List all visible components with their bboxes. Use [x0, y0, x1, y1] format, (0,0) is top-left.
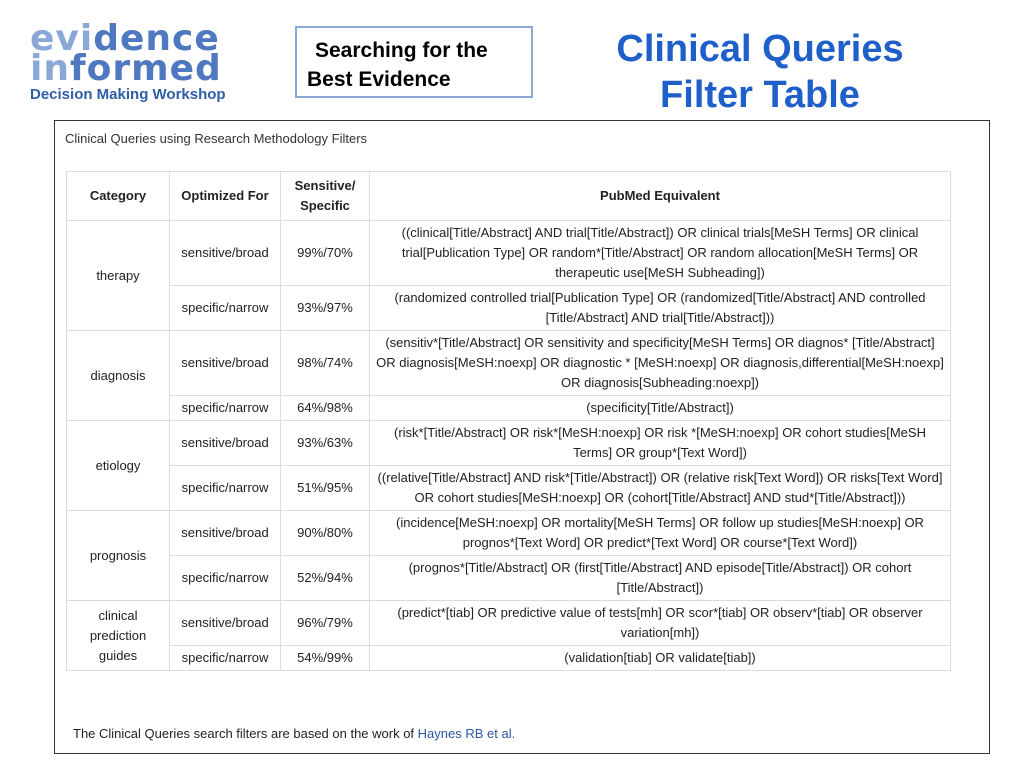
ratio-cell: 98%/74%: [281, 331, 370, 396]
column-header: Category: [67, 172, 170, 221]
optimized-cell: specific/narrow: [170, 556, 281, 601]
filter-table: [66, 171, 951, 671]
category-cell: etiology: [67, 421, 170, 511]
column-header: Sensitive/ Specific: [281, 172, 370, 221]
pubmed-cell: (randomized controlled trial[Publication Type] OR (randomized[Title/Abstract] AND controlled [Title/Abstract] AND trial[Title/Abstract])): [370, 286, 951, 331]
optimized-cell: sensitive/broad: [170, 421, 281, 466]
category-cell: diagnosis: [67, 331, 170, 421]
table-body: [67, 221, 951, 671]
pubmed-cell: (incidence[MeSH:noexp] OR mortality[MeSH Terms] OR follow up studies[MeSH:noexp] OR prognos*[Text Word] OR predict*[Text Word] OR course*[Text Word]): [370, 511, 951, 556]
logo-line-1: evidence: [30, 18, 220, 59]
column-header: PubMed Equivalent: [370, 172, 951, 221]
logo-line-2: informed: [30, 48, 222, 89]
pubmed-cell: (specificity[Title/Abstract]): [370, 396, 951, 421]
subtitle-box: [295, 26, 533, 98]
logo-tagline: Decision Making Workshop: [30, 86, 226, 103]
title-line-2: Filter Table: [660, 74, 860, 116]
table-row: [67, 511, 951, 556]
pubmed-cell: ((clinical[Title/Abstract] AND trial[Title/Abstract]) OR clinical trials[MeSH Terms] OR clinical trial[Publication Type] OR random*[Title/Abstract] OR random allocation[MeSH Terms] OR therapeutic use[MeSH Subheading]): [370, 221, 951, 286]
ratio-cell: 93%/63%: [281, 421, 370, 466]
ratio-cell: 51%/95%: [281, 466, 370, 511]
optimized-cell: specific/narrow: [170, 396, 281, 421]
table-row: [67, 286, 951, 331]
table-row: [67, 221, 951, 286]
page-title: [560, 26, 960, 118]
table-row: [67, 421, 951, 466]
ratio-cell: 54%/99%: [281, 646, 370, 671]
footnote-text: The Clinical Queries search filters are based on the work of: [73, 726, 418, 741]
ratio-cell: 52%/94%: [281, 556, 370, 601]
pubmed-cell: (risk*[Title/Abstract] OR risk*[MeSH:noexp] OR risk *[MeSH:noexp] OR cohort studies[MeSH Terms] OR group*[Text Word]): [370, 421, 951, 466]
optimized-cell: specific/narrow: [170, 466, 281, 511]
optimized-cell: specific/narrow: [170, 286, 281, 331]
optimized-cell: sensitive/broad: [170, 221, 281, 286]
ratio-cell: 96%/79%: [281, 601, 370, 646]
category-cell: clinical prediction guides: [67, 601, 170, 671]
optimized-cell: specific/narrow: [170, 646, 281, 671]
category-cell: therapy: [67, 221, 170, 331]
table-row: [67, 466, 951, 511]
ratio-cell: 93%/97%: [281, 286, 370, 331]
pubmed-cell: (validation[tiab] OR validate[tiab]): [370, 646, 951, 671]
pubmed-cell: (prognos*[Title/Abstract] OR (first[Title/Abstract] AND episode[Title/Abstract]) OR cohort [Title/Abstract]): [370, 556, 951, 601]
pubmed-cell: (predict*[tiab] OR predictive value of tests[mh] OR scor*[tiab] OR observ*[tiab] OR observer variation[mh]): [370, 601, 951, 646]
table-heading: Clinical Queries using Research Methodology Filters: [65, 131, 368, 146]
footnote: [73, 726, 515, 741]
table-header-row: [67, 172, 951, 221]
table-row: [67, 331, 951, 396]
pubmed-cell: (sensitiv*[Title/Abstract] OR sensitivity and specificity[MeSH Terms] OR diagnos* [Title/Abstract] OR diagnosis[MeSH:noexp] OR diagnostic * [MeSH:noexp] OR diagnosis,differential[MeSH:noexp] OR diagnosis[Subheading:noexp]): [370, 331, 951, 396]
table-row: [67, 556, 951, 601]
column-header: Optimized For: [170, 172, 281, 221]
haynes-link[interactable]: Haynes RB et al.: [417, 726, 516, 741]
category-cell: prognosis: [67, 511, 170, 601]
pubmed-cell: ((relative[Title/Abstract] AND risk*[Title/Abstract]) OR (relative risk[Text Word]) OR risks[Text Word] OR cohort studies[MeSH:noexp] OR (cohort[Title/Abstract] AND stud*[Title/Abstract])): [370, 466, 951, 511]
table-row: [67, 646, 951, 671]
optimized-cell: sensitive/broad: [170, 331, 281, 396]
ratio-cell: 64%/98%: [281, 396, 370, 421]
table-row: [67, 601, 951, 646]
logo: [30, 18, 280, 104]
optimized-cell: sensitive/broad: [170, 511, 281, 556]
optimized-cell: sensitive/broad: [170, 601, 281, 646]
title-line-1: Clinical Queries: [616, 28, 904, 70]
subtitle-line-2: Best Evidence: [307, 68, 451, 91]
table-panel: [54, 120, 990, 754]
ratio-cell: 99%/70%: [281, 221, 370, 286]
ratio-cell: 90%/80%: [281, 511, 370, 556]
subtitle-line-1: Searching for the: [315, 39, 488, 62]
table-row: [67, 396, 951, 421]
